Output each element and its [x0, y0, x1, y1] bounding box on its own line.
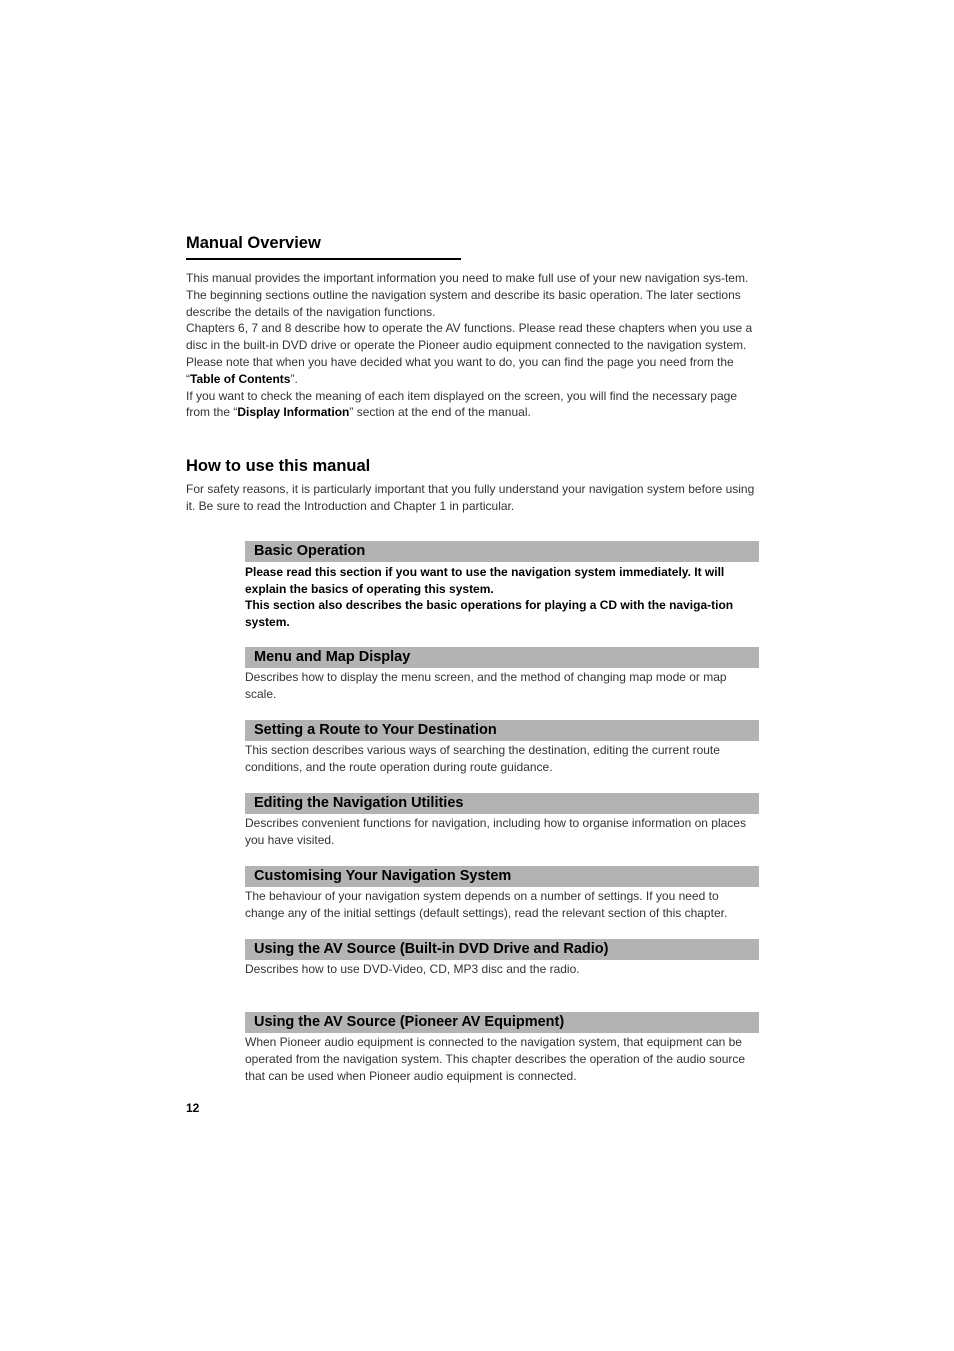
- how-to-use-heading: How to use this manual: [186, 457, 371, 475]
- overview-p3-text: Please note that when you have decided what you want to do, you can find the page you need from the “: [186, 354, 734, 386]
- section-av-source-builtin: [245, 939, 759, 978]
- overview-paragraph-2: Chapters 6, 7 and 8 describe how to operate the AV functions. Please read these chapters when you use a disc in the built-in DVD drive or operate the Pioneer audio equipment connected to the navigation system.: [186, 321, 753, 353]
- section-setting-route: [245, 720, 759, 776]
- section-title: Basic Operation: [245, 541, 759, 562]
- section-description-line-2: This section also describes the basic operations for playing a CD with the naviga-tion system.: [245, 598, 734, 629]
- section-description: The behaviour of your navigation system depends on a number of settings. If you need to change any of the initial settings (default settings), read the relevant section of this chapter.: [245, 889, 728, 920]
- manual-overview-body: [186, 270, 758, 421]
- section-description: Describes how to use DVD-Video, CD, MP3 disc and the radio.: [245, 962, 580, 976]
- section-description: When Pioneer audio equipment is connected to the navigation system, that equipment can be operated from the navigation system. This chapter describes the operation of the audio source that can be used when Pioneer audio equipment is connected.: [245, 1035, 746, 1083]
- section-description: Describes how to display the menu screen, and the method of changing map mode or map scale.: [245, 670, 727, 701]
- section-title: Using the AV Source (Pioneer AV Equipment): [245, 1012, 759, 1033]
- section-title: Using the AV Source (Built-in DVD Drive and Radio): [245, 939, 759, 960]
- section-customising: [245, 866, 759, 922]
- overview-p4-text: If you want to check the meaning of each item displayed on the screen, you will find the necessary page from the “: [186, 388, 737, 420]
- table-of-contents-ref: Table of Contents: [190, 371, 291, 386]
- overview-p4-end: ” section at the end of the manual.: [349, 405, 531, 420]
- section-description-line-1: Please read this section if you want to use the navigation system immediately. It will explain the basics of operating this system.: [245, 565, 725, 596]
- overview-paragraph-1: This manual provides the important information you need to make full use of your new navigation sys-tem. The beginning sections outline the navigation system and describe its basic operation. The later sections describe the details of the navigation functions.: [186, 271, 749, 319]
- how-to-use-body: For safety reasons, it is particularly important that you fully understand your navigation system before using it. Be sure to read the Introduction and Chapter 1 in particular.: [186, 482, 755, 513]
- section-description: Describes convenient functions for navigation, including how to organise information on places you have visited.: [245, 816, 746, 847]
- overview-paragraph-4: [186, 388, 758, 422]
- overview-paragraph-3: [186, 354, 758, 388]
- display-information-ref: Display Information: [237, 405, 350, 420]
- section-editing-utilities: [245, 793, 759, 849]
- section-description: [245, 562, 759, 630]
- section-description: This section describes various ways of searching the destination, editing the current route conditions, and the route operation during route guidance.: [245, 743, 720, 774]
- section-title: Editing the Navigation Utilities: [245, 793, 759, 814]
- section-menu-map-display: [245, 647, 759, 703]
- section-title: Customising Your Navigation System: [245, 866, 759, 887]
- overview-p3-end: ”.: [290, 371, 298, 386]
- page-number: 12: [186, 1101, 200, 1115]
- section-title: Menu and Map Display: [245, 647, 759, 668]
- section-title: Setting a Route to Your Destination: [245, 720, 759, 741]
- manual-overview-heading: Manual Overview: [186, 233, 461, 260]
- section-av-source-pioneer: [245, 1012, 759, 1085]
- section-basic-operation: [245, 541, 759, 630]
